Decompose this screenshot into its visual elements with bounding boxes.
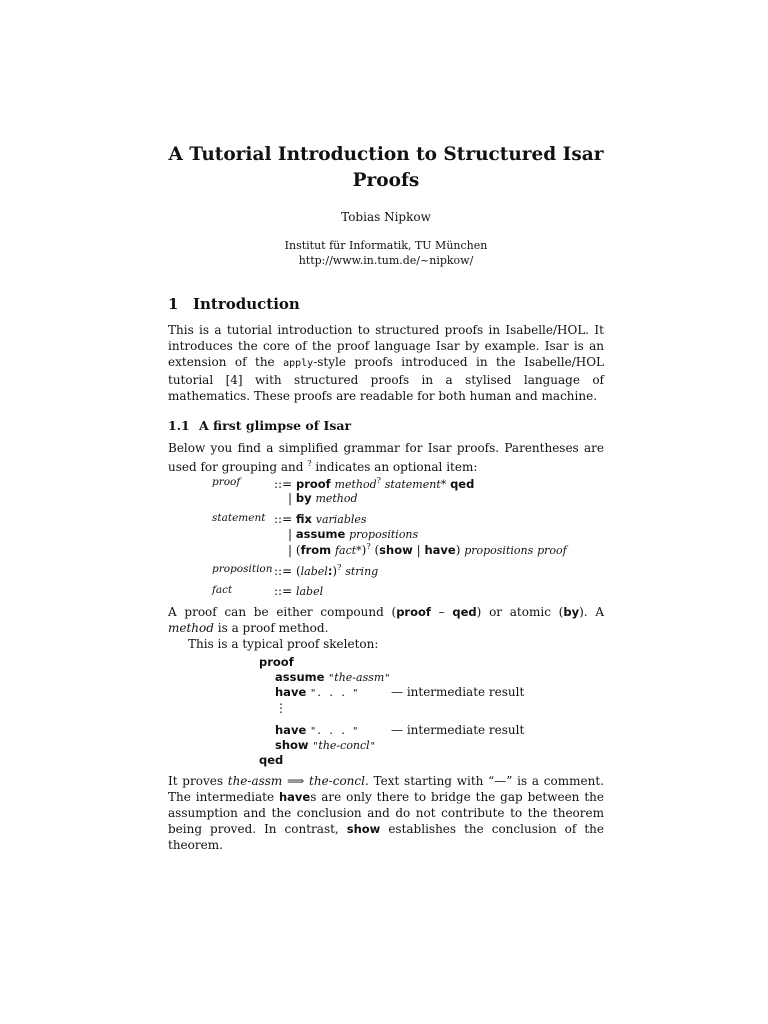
- grammar-rule-fact: [212, 584, 612, 600]
- colon: :: [327, 564, 333, 578]
- keyword: qed: [452, 605, 477, 619]
- proof-skeleton: [259, 655, 559, 770]
- grammar-lhs: statement: [212, 512, 266, 524]
- nonterminal: the-assm: [227, 774, 283, 788]
- section-title: Introduction: [193, 295, 300, 313]
- grammar-rhs: [274, 584, 323, 598]
- code-apply: apply: [283, 358, 314, 369]
- paren: ): [455, 543, 461, 557]
- grammar-rhs: [288, 527, 418, 541]
- keyword: show: [275, 738, 309, 752]
- paper-title: A Tutorial Introduction to Structured Isar Proofs: [168, 144, 604, 191]
- text-run: –: [430, 605, 453, 619]
- text-run: . Text starting with “—” is a comment. The intermediate: [168, 774, 604, 804]
- quote: ": [328, 673, 335, 684]
- grammar-lhs: fact: [212, 584, 233, 596]
- text-run: indicates an optional item:: [311, 460, 478, 474]
- keyword: qed: [259, 753, 284, 767]
- bar-symbol: |: [416, 543, 421, 557]
- text-run: ). A: [579, 605, 604, 619]
- nonterminal: the-assm: [334, 671, 385, 684]
- text-run: establishes the conclusion of the theorem.: [168, 822, 604, 852]
- nonterminal: method: [334, 478, 377, 491]
- keyword: have: [275, 685, 307, 699]
- subsection-title: A first glimpse of Isar: [199, 418, 352, 433]
- nonterminal: label: [300, 565, 328, 578]
- proof-kinds-paragraph: [168, 604, 604, 652]
- skeleton-qed-line: [259, 753, 283, 767]
- skeleton-intro: This is a typical proof skeleton:: [188, 637, 379, 651]
- bar-symbol: |: [288, 527, 293, 541]
- nonterminal: statement*: [384, 478, 447, 491]
- bar-symbol: |: [288, 543, 293, 557]
- skeleton-comment: — intermediate result: [391, 723, 525, 737]
- keyword: by: [563, 605, 580, 619]
- nonterminal: method: [168, 621, 214, 635]
- nonterminal: proof: [537, 544, 567, 557]
- keyword: have: [278, 790, 311, 804]
- affiliation: [168, 238, 604, 268]
- quote: ": [312, 741, 319, 752]
- bar-symbol: |: [288, 491, 293, 505]
- skeleton-show-line: [275, 738, 376, 752]
- text-run: is a proof method.: [213, 621, 329, 635]
- keyword: show: [346, 822, 381, 836]
- optional-mark: ?: [376, 476, 381, 485]
- quote: ": [384, 673, 391, 684]
- nonterminal: string: [345, 565, 379, 578]
- keyword: proof: [396, 605, 431, 619]
- keyword: show: [379, 543, 413, 557]
- implies-symbol: ⟹: [282, 774, 310, 788]
- quoted-dots: ". . . ": [310, 688, 359, 699]
- keyword: assume: [295, 527, 346, 541]
- nonterminal: the-concl: [318, 739, 370, 752]
- keyword: have: [424, 543, 456, 557]
- grammar-alt-assume: [212, 527, 612, 543]
- assign-symbol: ::=: [274, 584, 293, 598]
- quote: ": [369, 741, 376, 752]
- skeleton-have-line: [275, 685, 358, 699]
- grammar-lhs: proposition: [212, 563, 273, 575]
- skeleton-have-line: [275, 723, 358, 737]
- grammar-rule-proposition: [212, 563, 612, 579]
- keyword: proof: [259, 655, 294, 669]
- closing-paragraph: [168, 773, 604, 853]
- assign-symbol: ::=: [274, 564, 293, 578]
- keyword: qed: [450, 477, 475, 491]
- nonterminal: propositions: [349, 528, 419, 541]
- text-run: This is a tutorial introduction to structured proofs in Isabelle/HOL. It introduces the core of the proof language Isar by example. Isar is an extension of the: [168, 323, 604, 369]
- text-run: ) or atomic (: [476, 605, 564, 619]
- text-run: s are only there to bridge the gap between the assumption and the conclusion and do not contribute to the theorem being proved. In contrast,: [168, 790, 604, 836]
- text-run: A proof can be either compound (: [168, 605, 397, 619]
- assign-symbol: ::=: [274, 512, 293, 526]
- text-run: It proves: [168, 774, 228, 788]
- grammar-rule-proof: [212, 476, 612, 492]
- subsection-heading-first-glimpse: [168, 418, 351, 433]
- grammar-intro-paragraph: [168, 440, 604, 475]
- section-number: 1: [168, 295, 179, 313]
- paren: (: [295, 564, 301, 578]
- keyword: assume: [275, 670, 325, 684]
- skeleton-assume-line: [275, 670, 390, 684]
- grammar-alt-from-show: [212, 542, 612, 558]
- nonterminal: propositions: [464, 544, 534, 557]
- nonterminal: fact*: [334, 544, 362, 557]
- paren: (: [374, 543, 380, 557]
- keyword: have: [275, 723, 307, 737]
- paren: ): [361, 543, 367, 557]
- keyword: from: [300, 543, 332, 557]
- optional-mark: ?: [337, 563, 342, 572]
- grammar-lhs: proof: [212, 476, 241, 488]
- intro-paragraph: [168, 322, 604, 404]
- nonterminal: label: [295, 585, 324, 598]
- text-run: -style proofs introduced in the Isabelle/HOL tutorial [4] with structured proofs in a stylised language of mathematics. These proofs are readable for both human and machine.: [168, 355, 605, 403]
- keyword: fix: [295, 512, 312, 526]
- optional-mark: ?: [307, 459, 312, 468]
- quoted-dots: ". . . ": [310, 726, 359, 737]
- grammar-rule-statement: [212, 512, 612, 528]
- nonterminal: variables: [315, 513, 367, 526]
- keyword: by: [295, 491, 312, 505]
- grammar-rhs: [288, 542, 567, 557]
- grammar-rhs: [274, 512, 367, 526]
- keyword: proof: [295, 477, 331, 491]
- paren: (: [295, 543, 301, 557]
- skeleton-vdots: ⋮: [275, 701, 287, 715]
- assign-symbol: ::=: [274, 477, 293, 491]
- nonterminal: the-concl: [309, 774, 365, 788]
- section-heading-introduction: [168, 295, 300, 313]
- grammar-rhs: [274, 563, 378, 578]
- paren: ): [332, 564, 338, 578]
- affiliation-institute: Institut für Informatik, TU München: [284, 239, 488, 252]
- subsection-number: 1.1: [168, 418, 190, 433]
- grammar-rhs: [288, 491, 358, 505]
- affiliation-url[interactable]: http://www.in.tum.de/~nipkow/: [298, 254, 474, 267]
- grammar-rhs: [274, 476, 474, 491]
- author-name: Tobias Nipkow: [341, 210, 431, 224]
- text-run: Below you find a simplified grammar for Isar proofs. Parentheses are used for grouping and: [168, 441, 604, 474]
- skeleton-comment: — intermediate result: [391, 685, 525, 699]
- optional-mark: ?: [366, 542, 371, 551]
- skeleton-proof-line: [259, 655, 294, 669]
- isar-grammar: [212, 476, 612, 600]
- grammar-alt-by: [212, 491, 612, 507]
- nonterminal: method: [315, 492, 358, 505]
